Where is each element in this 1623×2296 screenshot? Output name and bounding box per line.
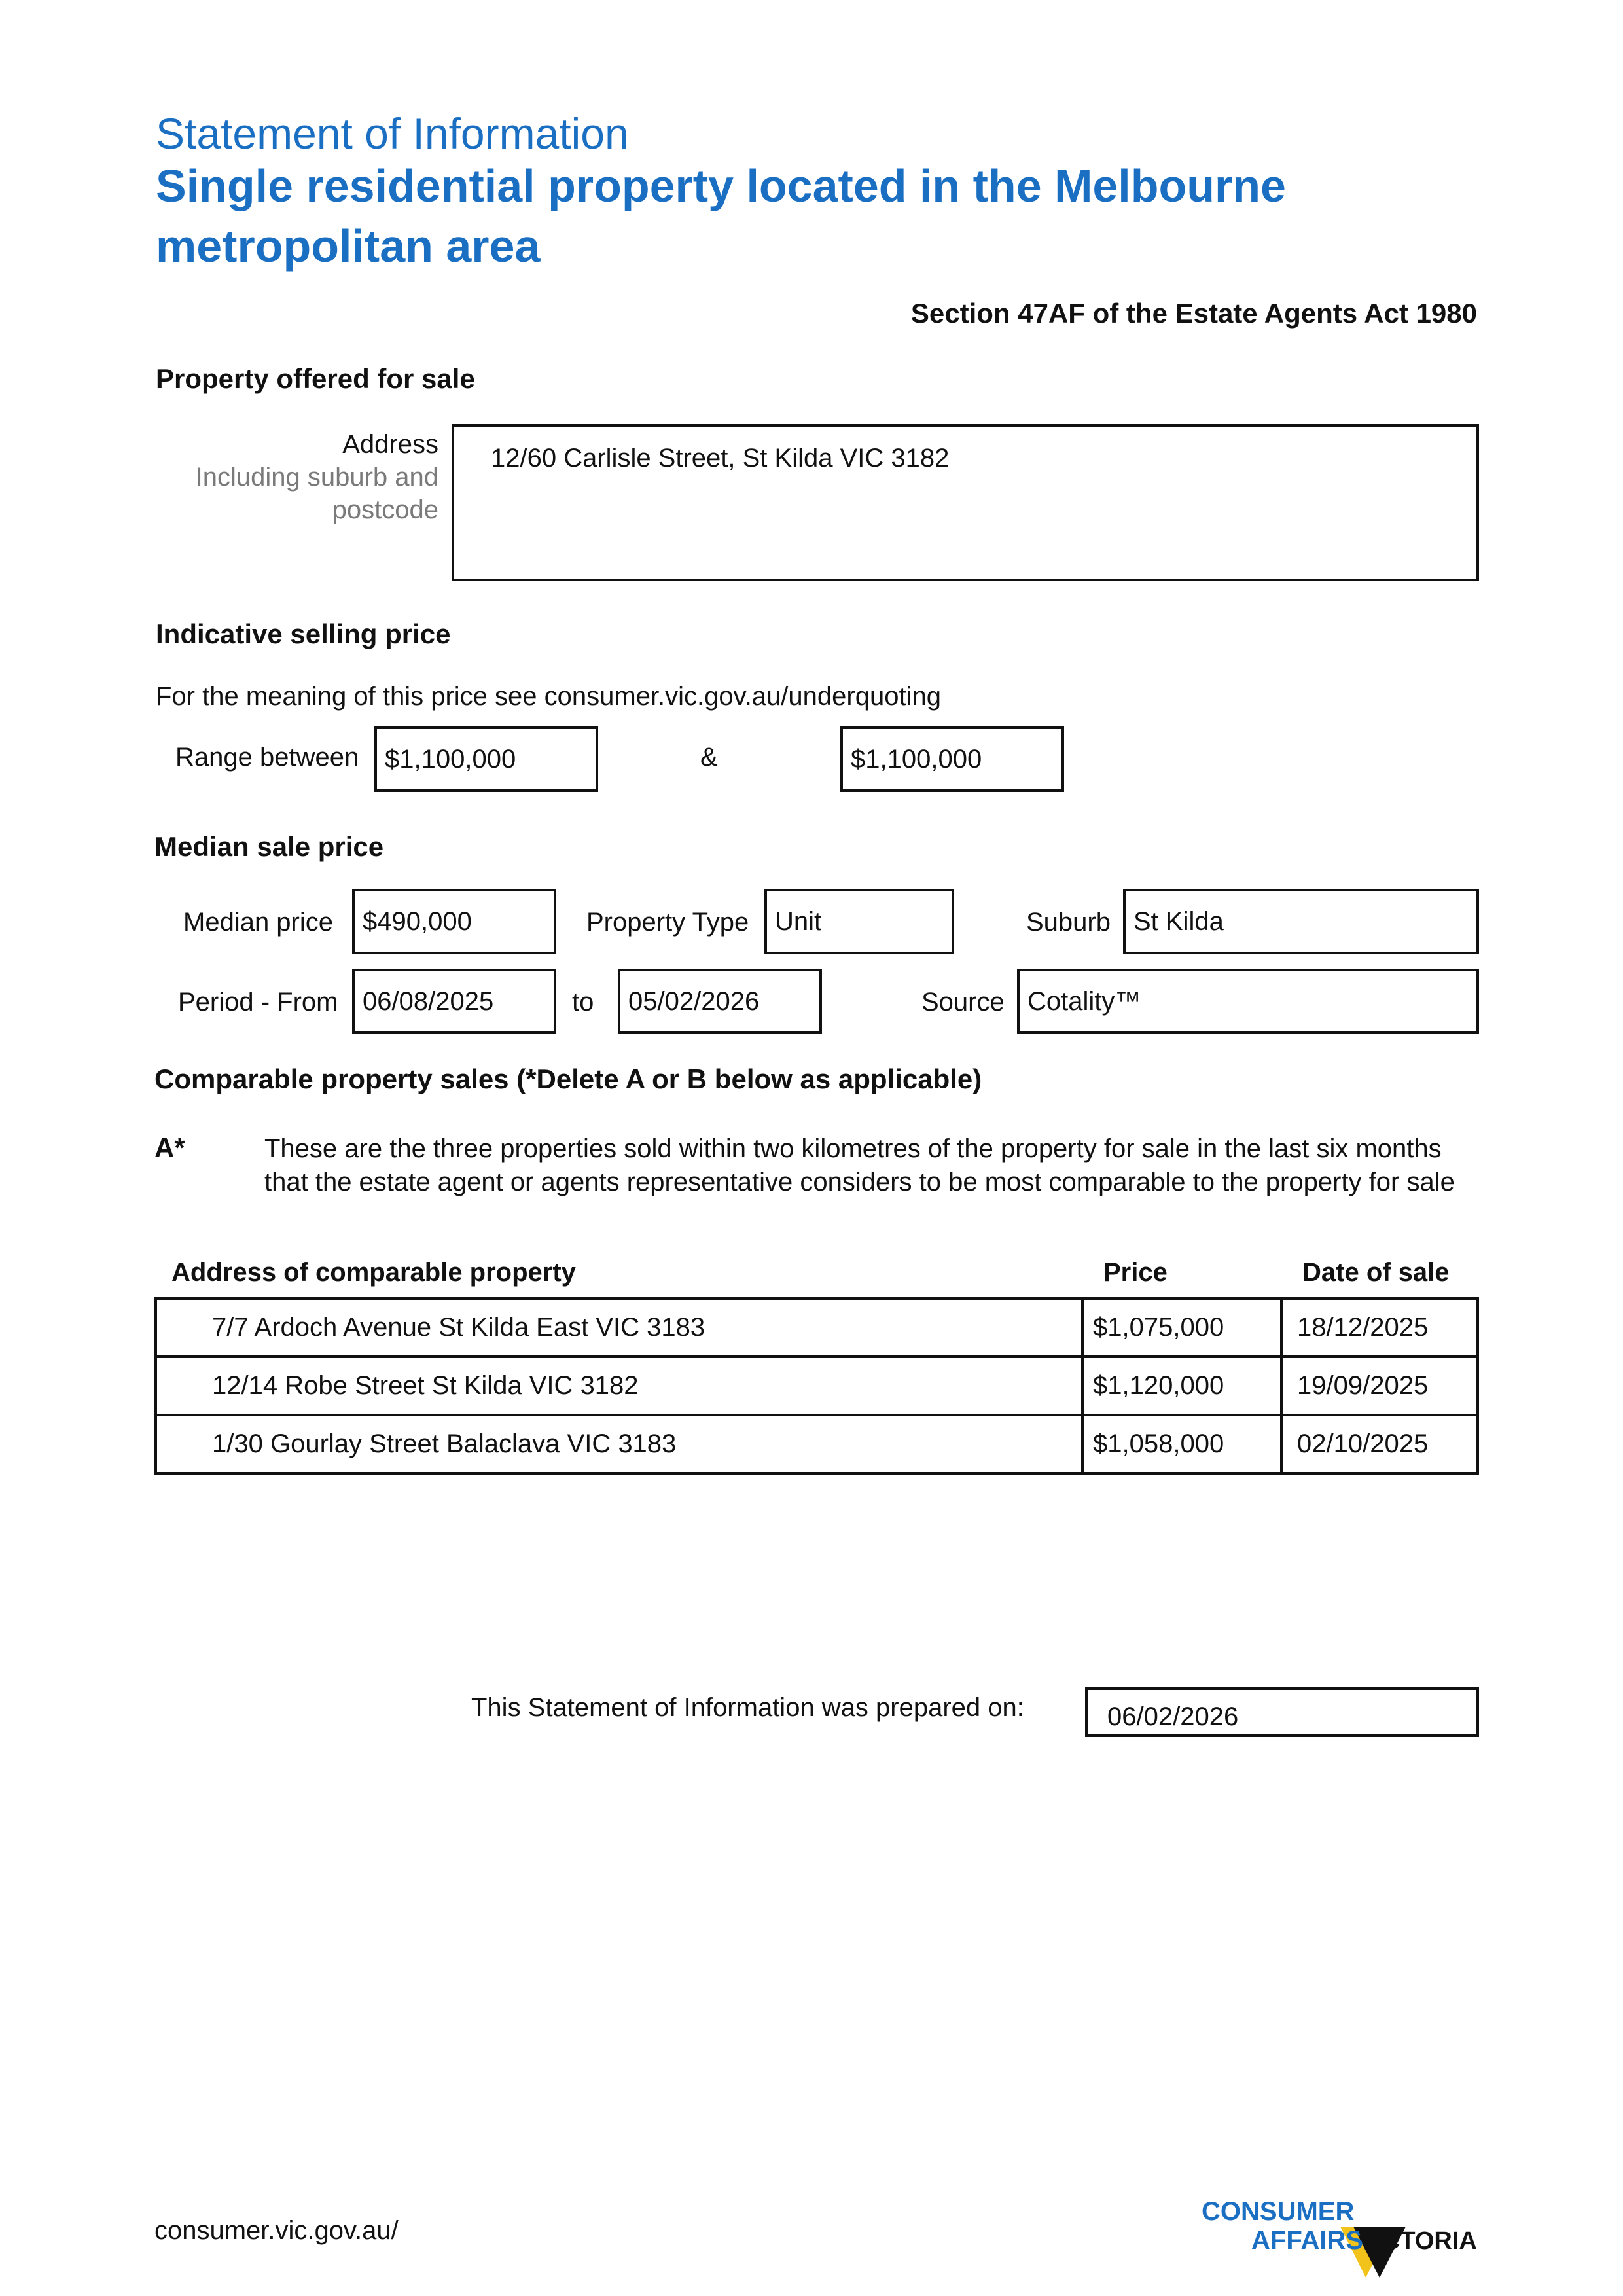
consumer-affairs-victoria-logo — [1198, 2186, 1479, 2278]
period-from-field[interactable]: 06/08/2025 — [352, 969, 556, 1034]
property-type-label: Property Type — [586, 908, 749, 937]
table-row — [156, 1299, 1478, 1357]
address-hint-line-2: postcode — [332, 495, 438, 524]
comparable-date[interactable]: 02/10/2025 — [1281, 1415, 1478, 1473]
comparable-date[interactable]: 19/09/2025 — [1281, 1357, 1478, 1415]
prepared-on-field[interactable]: 06/02/2026 — [1085, 1687, 1479, 1737]
source-field[interactable]: Cotality™ — [1017, 969, 1479, 1034]
property-heading: Property offered for sale — [156, 363, 475, 394]
period-from-label: Period - From — [178, 988, 338, 1016]
address-label: Address — [342, 430, 438, 459]
period-to-label: to — [572, 988, 594, 1016]
suburb-field[interactable]: St Kilda — [1123, 889, 1479, 954]
table-row — [156, 1357, 1478, 1415]
source-label: Source — [921, 988, 1005, 1016]
column-header-price: Price — [1103, 1258, 1168, 1287]
address-hint-line-1: Including suburb and — [195, 463, 438, 492]
address-field[interactable]: 12/60 Carlisle Street, St Kilda VIC 3182 — [452, 424, 1479, 581]
median-heading: Median sale price — [154, 831, 384, 862]
indicative-heading: Indicative selling price — [156, 619, 451, 649]
range-label: Range between — [175, 743, 359, 772]
comparable-price[interactable]: $1,075,000 — [1082, 1299, 1281, 1357]
underquoting-note: For the meaning of this price see consumer.vic.gov.au/underquoting — [156, 682, 941, 711]
range-high-field[interactable]: $1,100,000 — [840, 726, 1064, 792]
logo-affairs: AFFAIRS — [1251, 2226, 1364, 2255]
document-title: Statement of Information — [156, 109, 629, 158]
comparable-sales-table — [154, 1297, 1479, 1475]
comparable-address[interactable]: 7/7 Ardoch Avenue St Kilda East VIC 3183 — [156, 1299, 1082, 1357]
document-subtitle: Single residential property located in the Melbourne metropolitan area — [156, 160, 1286, 272]
logo-consumer: CONSUMER — [1202, 2197, 1355, 2226]
column-header-address: Address of comparable property — [171, 1258, 576, 1287]
comparable-address[interactable]: 12/14 Robe Street St Kilda VIC 3182 — [156, 1357, 1082, 1415]
period-to-field[interactable]: 05/02/2026 — [618, 969, 822, 1034]
comparable-address[interactable]: 1/30 Gourlay Street Balaclava VIC 3183 — [156, 1415, 1082, 1473]
suburb-label: Suburb — [1026, 908, 1111, 937]
comparable-price[interactable]: $1,058,000 — [1082, 1415, 1281, 1473]
range-ampersand: & — [700, 743, 718, 772]
comparable-heading: Comparable property sales (*Delete A or B below as applicable) — [154, 1064, 982, 1094]
option-a-marker: A* — [154, 1132, 185, 1163]
prepared-on-label: This Statement of Information was prepared on: — [471, 1693, 1024, 1722]
footer-url[interactable]: consumer.vic.gov.au/ — [154, 2216, 399, 2245]
property-type-field[interactable]: Unit — [764, 889, 954, 954]
logo-victoria: VICTORIA — [1359, 2227, 1477, 2255]
range-low-field[interactable]: $1,100,000 — [374, 726, 598, 792]
option-a-description: These are the three properties sold within two kilometres of the property for sale in the last six months that the estate agent or agents representative considers to be most comparable to the property for sale — [264, 1134, 1455, 1196]
comparable-price[interactable]: $1,120,000 — [1082, 1357, 1281, 1415]
median-price-label: Median price — [183, 908, 334, 937]
table-row — [156, 1415, 1478, 1473]
act-reference: Section 47AF of the Estate Agents Act 1980 — [910, 298, 1477, 329]
column-header-date: Date of sale — [1302, 1258, 1450, 1287]
comparable-date[interactable]: 18/12/2025 — [1281, 1299, 1478, 1357]
median-price-field[interactable]: $490,000 — [352, 889, 556, 954]
